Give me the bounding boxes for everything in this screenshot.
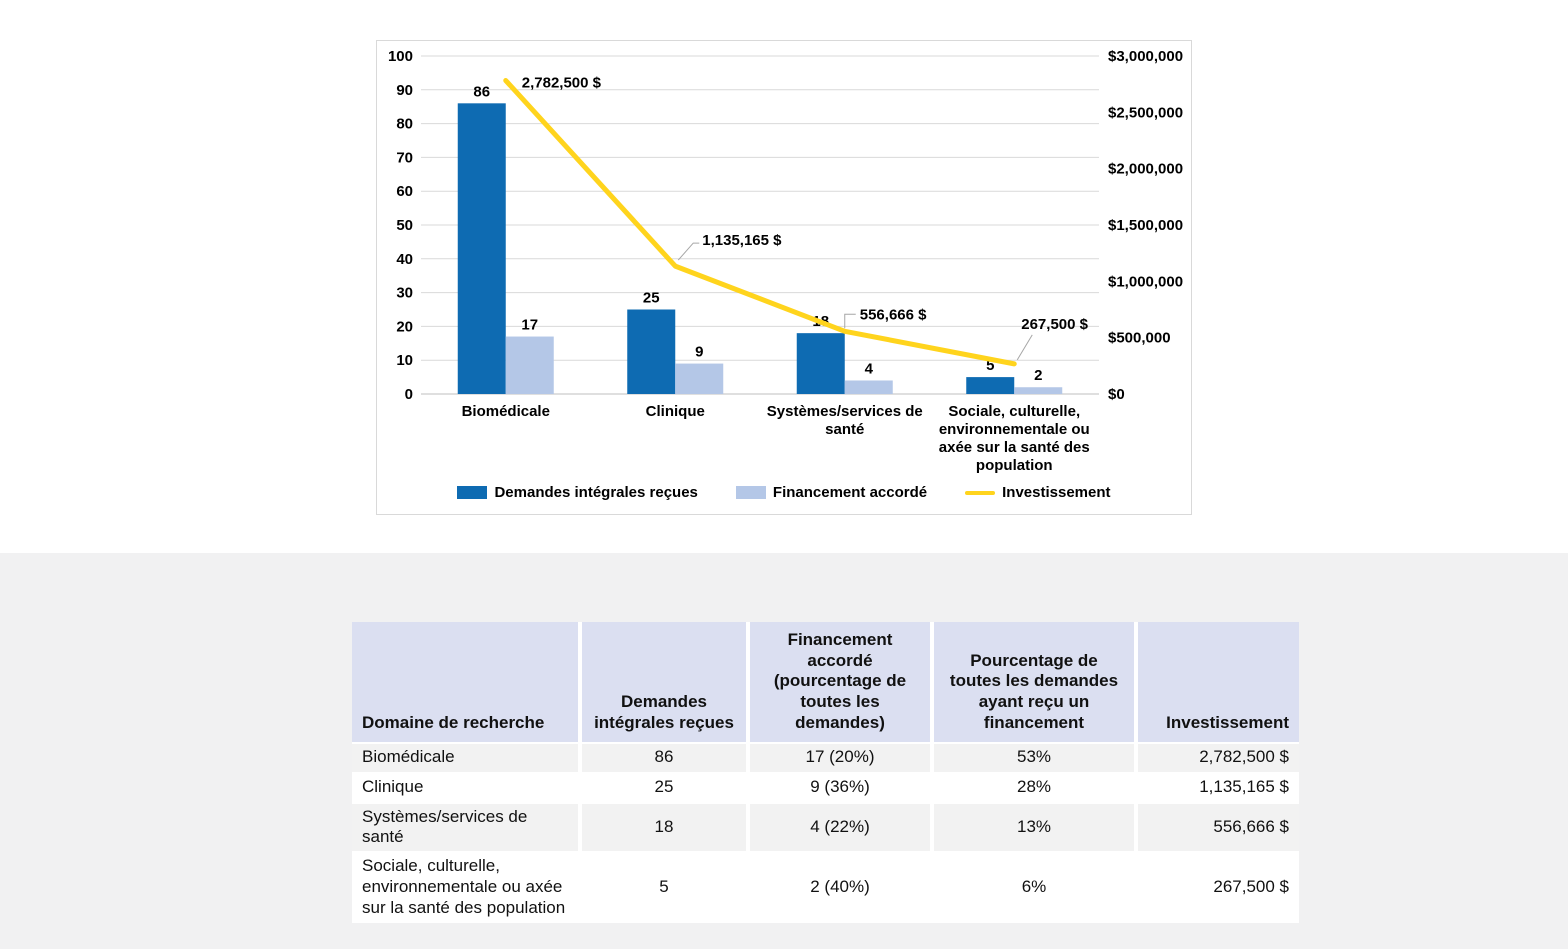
- table-cell: 25: [582, 774, 750, 804]
- bar-value-label: 17: [521, 316, 539, 334]
- left-axis-tick: 100: [387, 48, 413, 65]
- left-axis-tick: 0: [404, 386, 413, 403]
- chart-panel: [376, 40, 1192, 515]
- line-data-label: 556,666 $: [859, 306, 927, 324]
- line-data-label: 1,135,165 $: [702, 232, 782, 250]
- legend-label: Demandes intégrales reçues: [494, 484, 698, 501]
- right-axis-tick: $2,500,000: [1108, 104, 1184, 122]
- table-cell: 267,500 $: [1138, 853, 1299, 923]
- bar-financement: [506, 337, 554, 394]
- category-label: Clinique: [645, 403, 705, 420]
- line-data-label: 267,500 $: [1021, 315, 1088, 333]
- left-axis-tick: 30: [396, 284, 413, 302]
- chart-legend: [377, 484, 1191, 501]
- legend-item: [457, 484, 697, 501]
- legend-line-swatch-icon: [965, 491, 995, 495]
- left-axis-tick: 40: [396, 250, 413, 268]
- investment-line: [506, 81, 1015, 364]
- legend-item: [736, 484, 927, 501]
- data-table: [352, 622, 1299, 923]
- bar-value-label: 2: [1034, 367, 1043, 385]
- bar-value-label: 5: [986, 357, 995, 375]
- leader-line: [1017, 335, 1032, 360]
- table-cell: 1,135,165 $: [1138, 774, 1299, 804]
- bar-value-label: 25: [642, 289, 660, 307]
- left-axis-tick: 50: [396, 217, 413, 234]
- legend-bar-swatch-icon: [736, 486, 766, 499]
- right-axis-tick: $1,000,000: [1108, 273, 1184, 291]
- table-cell: 6%: [934, 853, 1138, 923]
- left-axis-tick: 80: [396, 115, 413, 133]
- table-row: [352, 744, 1299, 774]
- bar-value-label: 4: [864, 360, 873, 378]
- bar-financement: [1014, 387, 1062, 394]
- table-cell: 556,666 $: [1138, 804, 1299, 853]
- table-cell: Systèmes/services de santé: [352, 804, 582, 853]
- table-row: [352, 804, 1299, 853]
- right-axis-tick: $500,000: [1108, 329, 1171, 347]
- table-cell: 53%: [934, 744, 1138, 774]
- bar-demandes: [458, 103, 506, 394]
- table-cell: 5: [582, 853, 750, 923]
- left-axis-tick: 20: [396, 318, 413, 336]
- right-axis-tick: $2,000,000: [1108, 160, 1184, 178]
- legend-label: Investissement: [1002, 484, 1111, 501]
- category-label: Sociale, culturelle, environnementale ou axée sur la santé des population: [938, 403, 1090, 474]
- left-axis-tick: 70: [396, 149, 413, 167]
- line-data-label: 2,782,500 $: [521, 74, 601, 92]
- right-axis-tick: $0: [1108, 386, 1125, 403]
- table-cell: 9 (36%): [750, 774, 934, 804]
- table-header-row: [352, 622, 1299, 744]
- table-cell: Biomédicale: [352, 744, 582, 774]
- bar-demandes: [966, 377, 1014, 394]
- legend-item: [965, 484, 1110, 501]
- table-header-cell: Financement accordé (pourcentage de toutes les demandes): [750, 622, 934, 744]
- left-axis-tick: 10: [396, 352, 413, 370]
- table-row: [352, 774, 1299, 804]
- bar-demandes: [627, 310, 675, 395]
- background-band: [0, 553, 1568, 949]
- table-header-cell: Pourcentage de toutes les demandes ayant reçu un financement: [934, 622, 1138, 744]
- table-cell: 18: [582, 804, 750, 853]
- table-cell: Clinique: [352, 774, 582, 804]
- left-axis-tick: 90: [396, 81, 413, 99]
- legend-label: Financement accordé: [772, 484, 928, 501]
- bar-financement: [845, 380, 893, 394]
- table-cell: 4 (22%): [750, 804, 934, 853]
- right-axis-tick: $3,000,000: [1108, 48, 1184, 65]
- bar-demandes: [797, 333, 845, 394]
- table-row: [352, 853, 1299, 923]
- category-label: Systèmes/services de santé: [766, 403, 923, 438]
- table-header-cell: Demandes intégrales reçues: [582, 622, 750, 744]
- bar-value-label: 18: [812, 313, 830, 331]
- category-label: Biomédicale: [461, 403, 550, 420]
- bar-value-label: 9: [695, 343, 704, 361]
- table-cell: 2 (40%): [750, 853, 934, 923]
- leader-line: [678, 243, 699, 260]
- table-cell: 13%: [934, 804, 1138, 853]
- bar-value-label: 86: [473, 83, 491, 101]
- table-cell: 86: [582, 744, 750, 774]
- table-cell: 17 (20%): [750, 744, 934, 774]
- table-cell: Sociale, culturelle, environnementale ou axée sur la santé des population: [352, 853, 582, 923]
- right-axis-tick: $1,500,000: [1108, 217, 1184, 234]
- table-cell: 2,782,500 $: [1138, 744, 1299, 774]
- bar-financement: [675, 364, 723, 394]
- x-axis-category-labels: [421, 403, 1099, 475]
- table-header-cell: Investissement: [1138, 622, 1299, 744]
- left-axis-tick: 60: [396, 183, 413, 201]
- legend-bar-swatch-icon: [457, 486, 487, 499]
- table-cell: 28%: [934, 774, 1138, 804]
- table-header-cell: Domaine de recherche: [352, 622, 582, 744]
